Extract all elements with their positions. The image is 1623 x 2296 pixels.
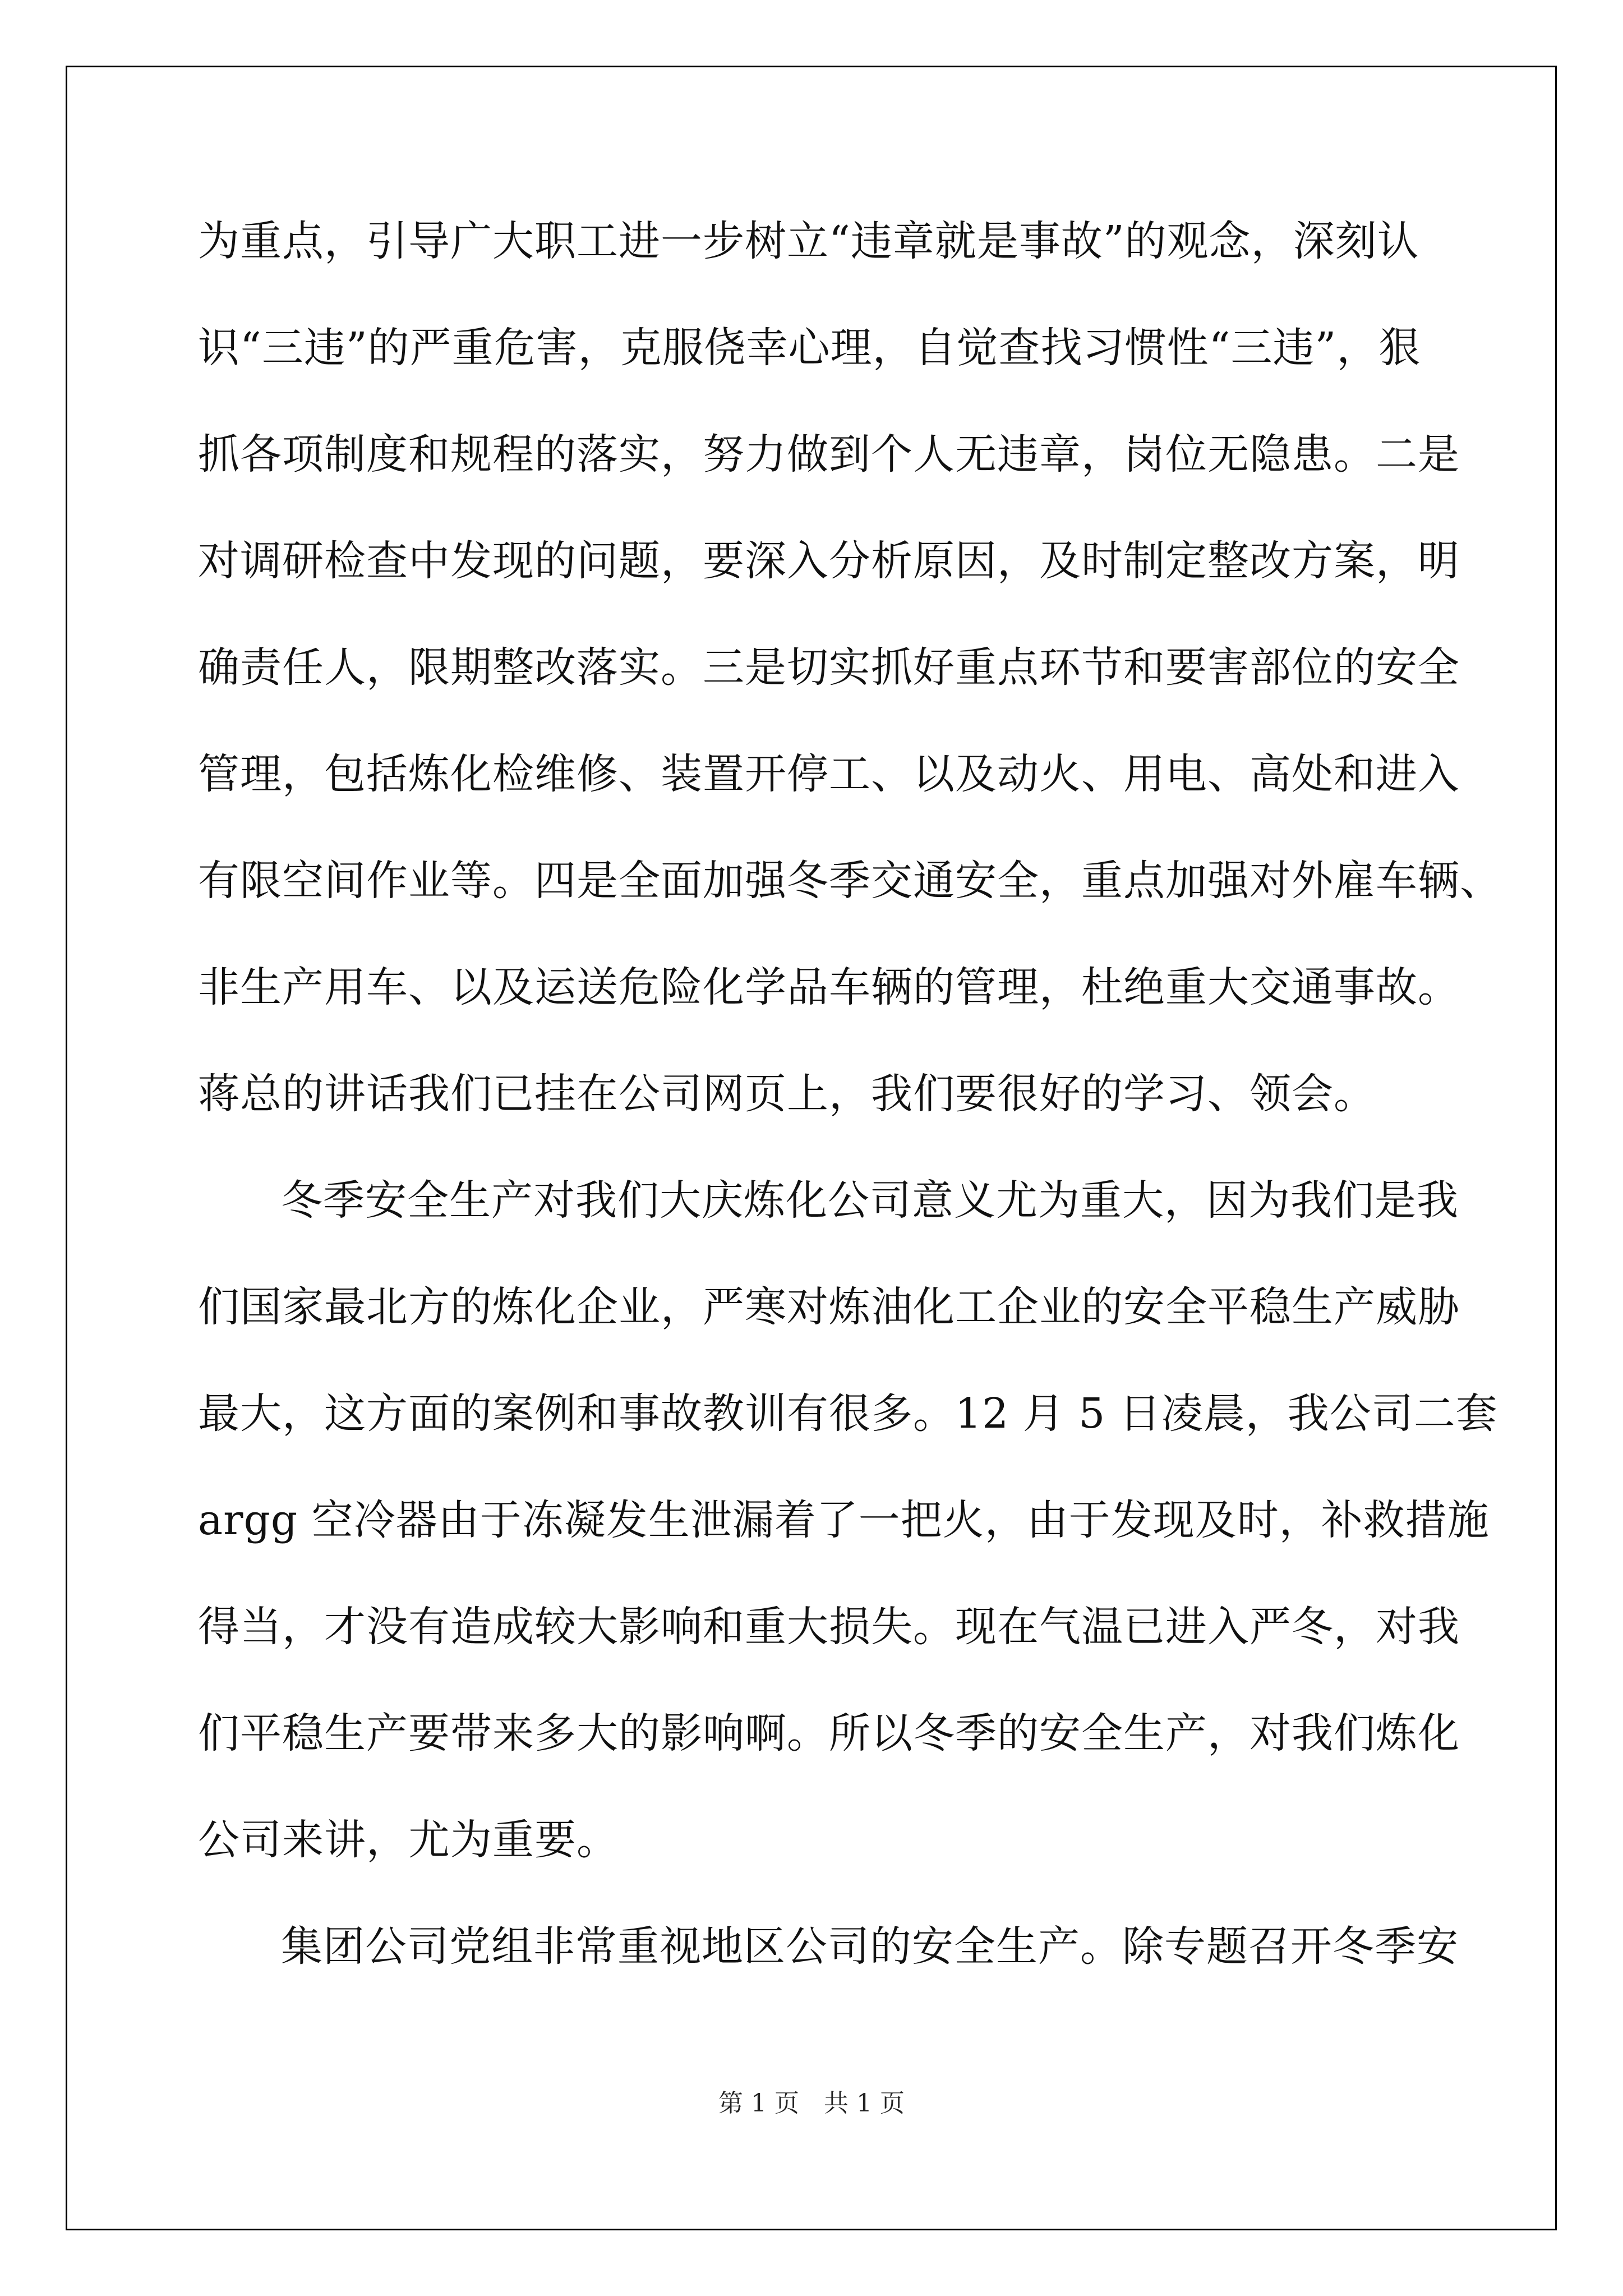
page-border <box>66 66 1557 2230</box>
text-line: 对调研检查中发现的问题，要深入分析原因，及时制定整改方案，明 <box>198 537 1460 585</box>
paragraph-first-line: 集团公司党组非常重视地区公司的安全生产。除专题召开冬季安 <box>281 1922 1459 1971</box>
text-line: 得当，才没有造成较大影响和重大损失。现在气温已进入严冬，对我 <box>198 1603 1460 1651</box>
text-line: 非生产用车、以及运送危险化学品车辆的管理，杜绝重大交通事故。 <box>198 963 1460 1011</box>
page-footer: 第 1 页 共 1 页 <box>718 2089 905 2118</box>
text-line: 们国家最北方的炼化企业，严寒对炼油化工企业的安全平稳生产威胁 <box>198 1283 1460 1331</box>
text-line: 公司来讲，尤为重要。 <box>198 1816 619 1864</box>
paragraph-first-line: 冬季安全生产对我们大庆炼化公司意义尤为重大，因为我们是我 <box>281 1176 1459 1225</box>
text-line: 抓各项制度和规程的落实，努力做到个人无违章，岗位无隐患。二是 <box>198 430 1460 478</box>
text-line: 蒋总的讲话我们已挂在公司网页上，我们要很好的学习、领会。 <box>198 1070 1376 1118</box>
text-line: 确责任人，限期整改落实。三是切实抓好重点环节和要害部位的安全 <box>198 643 1460 692</box>
text-line: 管理，包括炼化检维修、装置开停工、以及动火、用电、高处和进入 <box>198 750 1460 798</box>
text-line: 们平稳生产要带来多大的影响啊。所以冬季的安全生产，对我们炼化 <box>198 1709 1460 1757</box>
text-line: 识“三违”的严重危害，克服侥幸心理，自觉查找习惯性“三违”，狠 <box>198 324 1421 372</box>
text-line: 最大，这方面的案例和事故教训有很多。12 月 5 日凌晨，我公司二套 <box>198 1389 1498 1438</box>
text-line: 有限空间作业等。四是全面加强冬季交通安全，重点加强对外雇车辆、 <box>198 857 1502 905</box>
text-line: argg 空冷器由于冻凝发生泄漏着了一把火，由于发现及时，补救措施 <box>198 1496 1490 1544</box>
text-line: 为重点，引导广大职工进一步树立“违章就是事故”的观念，深刻认 <box>198 217 1419 265</box>
